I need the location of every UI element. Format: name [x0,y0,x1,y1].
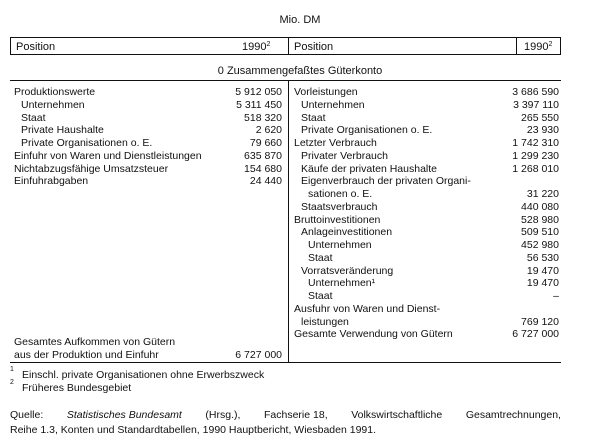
left-column [14,86,284,188]
table-row [294,290,559,303]
left-position-header: Position [16,41,56,53]
table-row [294,265,559,278]
row-value: 3 397 110 [513,98,559,111]
row-label: Ausfuhr von Waren und Dienst- [294,302,441,315]
header-divider [288,38,289,54]
source-label: Quelle: [10,409,44,421]
row-value: 1 268 010 [512,162,559,175]
row-value: 518 320 [244,111,282,124]
table-row [294,328,559,341]
table-row [294,252,559,265]
row-label: leistungen [301,315,349,328]
row-label: Eigenverbrauch der privaten Organi- [301,175,471,188]
row-label: Staat [21,111,46,124]
table-row [14,175,284,188]
row-label: Unternehmen [21,98,85,111]
row-label: Gesamtes Aufkommen von Gütern [14,336,176,348]
table-row [294,188,559,201]
row-value: 5 311 450 [236,98,282,111]
table-row [294,175,559,188]
right-column [294,86,559,341]
left-year-header: 1990$^2$ [242,41,271,53]
row-label: sationen o. E. [308,188,373,200]
row-label: Einfuhr von Waren und Dienstleistungen [14,149,202,162]
table-header [10,37,561,55]
row-value: 56 530 [526,251,559,264]
table-row [14,86,284,99]
row-label: Privater Verbrauch [301,149,388,162]
row-label: Produktionswerte [14,86,96,98]
row-label: aus der Produktion und Einfuhr [14,348,159,361]
table-row [14,99,284,112]
row-label: Letzter Verbrauch [294,137,377,149]
table-row [14,349,284,362]
row-label: Private Haushalte [21,124,104,137]
table-row [294,226,559,239]
row-value: 635 870 [244,149,282,162]
row-value: 6 727 000 [235,348,282,361]
table-bottom-rule [10,362,561,363]
table-row [294,124,559,137]
table-row [294,150,559,163]
row-value: 79 660 [249,137,282,149]
table-row [14,163,284,176]
row-label: Staat [301,111,326,124]
table-row [294,137,559,150]
table-row [294,201,559,214]
table-row [294,316,559,329]
table-row [294,277,559,290]
row-label: Unternehmen [308,239,372,251]
row-value: 19 470 [526,264,559,277]
table-row [294,112,559,125]
source-note: Quelle: Statistisches Bundesamt (Hrsg.), Fachserie 18, Volkswirtschaftliche Gesamtrechnungen, Reihe 1.3, Konten und Standardtabellen, 1990 Hauptbericht, Wiesbaden 1991. [10,409,561,436]
row-label: Private Organisationen o. E. [301,124,433,137]
column-divider [288,80,289,362]
row-value: 19 470 [526,277,559,290]
table-row [14,137,284,150]
row-label: Unternehmen [301,98,365,111]
row-value: 509 510 [521,226,559,239]
table-row [294,163,559,176]
table-row [14,150,284,163]
row-value: 1 299 230 [512,149,559,162]
table-row [294,99,559,112]
row-value: 452 980 [521,239,559,251]
table-row [294,303,559,316]
row-value: 5 912 050 [235,86,282,98]
row-label: Nichtabzugsfähige Umsatzsteuer [14,162,169,175]
table-row [294,86,559,99]
table-row [14,336,284,349]
row-label: Vorratsveränderung [301,264,394,277]
source-line-2: Reihe 1.3, Konten und Standardtabellen, 1990 Hauptbericht, Wiesbaden 1991. [10,424,377,436]
document-page: Mio. DM Position 1990$^2$ Position 1990$^2$ 0 Zusammengefaßtes Güterkonto Produktionswerte 5 912 050 Unternehmen 5 311 450 Staat 518 320 Private Haushalte 2 620 Private Organisationen o. E. 79 660 Einfuhr von Waren und Dienstleistungen 635 870 Nichtabzugsfähige Umsatzsteuer 154 680 Einfuhrabgaben 24 440 Vorleistungen 3 686 590 Unternehmen 3 397 110 Staat 265 550 Private Organisationen o. E. 23 930 Letzter Verbrauch 1 742 310 Privater Verbrauch 1 299 230 Käufe der privaten Haushalte 1 268 010 Eigenverbrauch der privaten Organi- sationen o. E. 31 220 Staatsverbrauch 440 080 Bruttoinvestitionen 528 980 Anlageinvestitionen 509 510 Unternehmen 452 980 Staat 56 530 Vorratsveränderung 19 470 Unternehmen¹ 19 470 Staat – Ausfuhr von Waren und Dienst- leistungen 769 120 Gesamte Verwendung von Gütern 6 727 000 Gesamtes Aufkommen von Gütern aus der Produktion und Einfuhr 6 727 000 1 Einschl. private Organisationen ohne Erwerbszweck 2 Früheres Bundesgebiet Quelle: Statistisches Bundesamt (Hrsg.), Fachserie 18, Volkswirtschaftliche Gesamtrechnungen, Reihe 1.3, Konten und Standardtabellen, 1990 Hauptbericht, Wiesbaden 1991. [0,0,600,447]
header-year-divider [516,38,517,54]
row-value: 769 120 [521,315,559,328]
row-value: 23 930 [526,124,559,137]
row-label: Gesamte Verwendung von Gütern [294,328,453,341]
row-label: Vorleistungen [294,86,358,98]
row-label: Bruttoinvestitionen [294,213,381,226]
table-row [294,239,559,252]
section-title: 0 Zusammengefaßtes Güterkonto [217,65,383,77]
row-value: 440 080 [521,200,559,213]
row-value: 6 727 000 [512,328,559,341]
row-value: 528 980 [521,213,559,226]
row-label: Staat [308,251,333,264]
row-value: 24 440 [249,175,282,188]
table-row [294,214,559,227]
row-label: Private Organisationen o. E. [21,137,153,149]
row-value: 154 680 [244,162,282,175]
table-row [14,124,284,137]
row-label: Einfuhrabgaben [14,175,89,188]
source-author: Statistisches Bundesamt [66,409,182,421]
right-year-header: 1990$^2$ [524,41,553,53]
right-position-header: Position [294,41,334,53]
table-row [14,112,284,125]
row-value: – [553,290,559,302]
row-label: Käufe der privaten Haushalte [301,162,438,175]
row-value: 31 220 [526,188,559,200]
row-value: 2 620 [255,124,282,137]
row-value: 1 742 310 [512,137,559,149]
row-value: 265 550 [521,111,559,124]
unit-label: Mio. DM [279,14,321,26]
section-rule [10,80,561,81]
left-total [14,336,284,362]
row-label: Anlageinvestitionen [301,226,393,239]
row-value: 3 686 590 [512,86,559,98]
row-label: Staat [308,290,333,302]
row-label: Staatsverbrauch [301,200,378,213]
row-label: Unternehmen¹ [308,277,376,290]
